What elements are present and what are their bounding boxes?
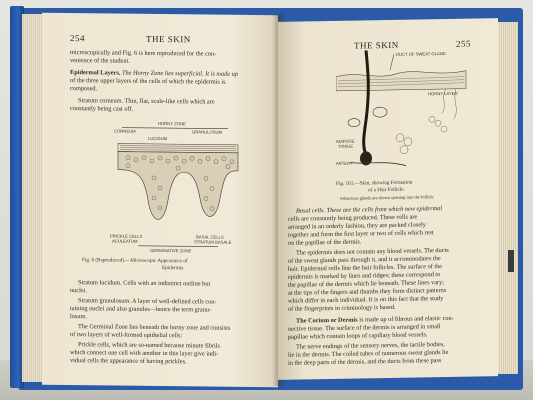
- figure-label: ACULEATUM: [112, 238, 138, 244]
- figure-label: STRATUM BASALE: [194, 239, 232, 245]
- text-line: taining nuclei and also granules—hence the term granu-: [70, 305, 212, 314]
- text-line: The epidermis does not contain any blood vessels. The ducts: [296, 246, 449, 257]
- text-line: cells are constantly being produced. These cells are: [288, 213, 418, 223]
- figure-label: BASAL CELLS: [196, 234, 224, 240]
- text-line: composed.: [70, 85, 98, 93]
- section-heading: The Corium or Dermis: [296, 316, 358, 325]
- right-page-stack: [496, 22, 518, 374]
- figure-label: PRICKLE CELLS: [110, 233, 143, 239]
- text-line: on the papillae of the dermis.: [288, 238, 362, 247]
- left-page: [42, 13, 278, 387]
- text-line: arranged in an orderly fashion, they are packed closely: [288, 221, 426, 231]
- right-page: [278, 18, 498, 380]
- figure-caption: Fig. 6 (Reproduced).—Microscopic Appearance of: [82, 257, 188, 265]
- text-line: of the fingerprints in criminology is based.: [288, 303, 396, 313]
- text-line: microscopically and Fig. 6 is here reproduced for the con-: [70, 49, 217, 58]
- section-heading: Epidermal Layers.: [70, 69, 121, 77]
- figure-label: DUCT OF SWEAT GLAND: [396, 50, 446, 57]
- figure-label: HORNY ZONE: [158, 120, 186, 127]
- text-line: together and form the first layer or two of cells which rest: [288, 229, 434, 239]
- figure-caption: of a Hair Follicle.: [368, 186, 405, 194]
- figure-label: LUCIDUM: [148, 135, 168, 142]
- text-line: lie in the dermis. The coiled tubes of numerous sweat glands lie: [288, 348, 449, 359]
- text-line: which differ in each individual. It is on this fact that the study: [288, 295, 444, 305]
- figure-label: TISSUE: [338, 143, 354, 149]
- text-line: in the deep parts of the dermis, and the ducts from these pass: [288, 357, 442, 367]
- text-line: Prickle cells, which are so-named because minute fibrils: [78, 341, 220, 350]
- text-line: which connect one cell with another in this layer give indi-: [70, 349, 219, 358]
- text-line: hair. Epidermal cells line the hair follicles. The surface of the: [288, 263, 443, 273]
- figure-label: CORNEUM: [114, 128, 136, 134]
- figure-label: GERMINATIVE ZONE: [150, 247, 192, 254]
- hair-follicle-illustration: [336, 49, 472, 173]
- figure-label: HORNY LAYER: [428, 90, 458, 97]
- bookmark-tab: [508, 250, 514, 272]
- text-line: The Corium or Dermis is made up of fibrous and elastic con-: [296, 314, 454, 325]
- figure-caption: Fig. 161.—Skin, showing Formation: [336, 179, 413, 187]
- text-line: Stratum lucidum. Cells with an indistinct outline but: [78, 279, 211, 288]
- text-line: of the three upper layers of the cells of which the epidermis is: [70, 77, 226, 86]
- text-line: Basal cells. These are the cells from which new epidermal: [296, 205, 443, 215]
- epidermis-illustration: [108, 117, 248, 254]
- text-line: the papillae of the dermis which lie beneath. These lines vary;: [288, 279, 445, 289]
- text-line: Stratum corneum. Thin, flat, scale-like cells which are: [78, 97, 215, 106]
- figure-caption: Epidermis.: [162, 265, 185, 272]
- text-line: vidual cells the appearance of having prickles.: [70, 357, 187, 366]
- running-head: THE SKIN: [146, 33, 191, 45]
- left-page-stack: [22, 14, 44, 382]
- text-line: of the sweat glands pass through it, and it accommodates the: [288, 255, 441, 265]
- text-line: epidermis is marked by lines and ridges; these correspond to: [288, 271, 441, 281]
- figure-label: GRANULOSUM: [192, 129, 223, 135]
- figure-label: ARTERY: [336, 160, 353, 166]
- text-line: Stratum granulosum. A layer of well-defined cells con-: [78, 297, 217, 306]
- text-line: Epidermal Layers. The Horny Zone lies superficial. It is made up: [70, 69, 238, 78]
- text-line: venience of the student.: [70, 57, 130, 65]
- running-head: THE SKIN: [354, 39, 399, 51]
- text-line: papillae which contain loops of capillary blood vessels.: [288, 331, 428, 341]
- text-line: nuclei.: [70, 287, 87, 295]
- page-number: 254: [70, 33, 85, 44]
- text-line: nective tissue. The surface of the dermis is arranged in small: [288, 323, 441, 333]
- text-line: of two layers of well-formed epithelial cells:: [70, 331, 183, 340]
- text-line: constantly being cast off.: [70, 105, 134, 113]
- text-line: losum.: [70, 313, 87, 321]
- figure-label: ADIPOSE: [336, 138, 355, 144]
- text-line: The Germinal Zone lies beneath the horny zone and consists: [78, 323, 231, 332]
- text-line: The nerve endings of the sensory nerves, the tactile bodies,: [296, 341, 445, 351]
- text-line: at the tips of the fingers and thumbs they form distinct patterns: [288, 286, 447, 297]
- page-number: 255: [456, 38, 471, 49]
- figure-caption-note: Sebaceous glands are shown opening into the follicle.: [340, 194, 435, 201]
